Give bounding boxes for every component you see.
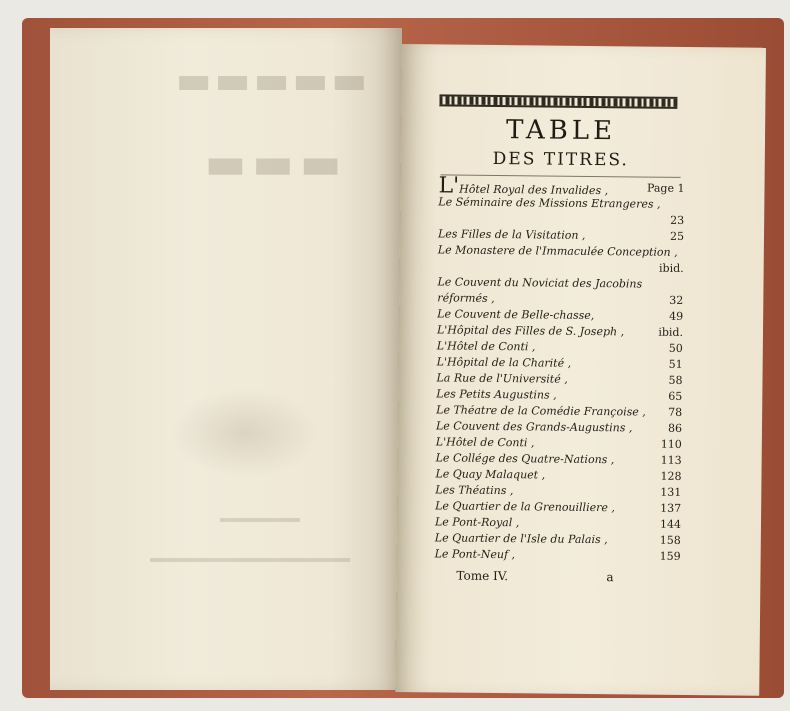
toc-entry-page: 32 — [669, 293, 684, 307]
toc-entry-title: Le Couvent du Noviciat des Jacobins — [437, 275, 643, 291]
toc-entry-title: L'Hôtel de Conti , — [435, 435, 535, 450]
toc-entry-page: 128 — [660, 469, 682, 483]
toc-entry-page: Page 1 — [646, 181, 685, 195]
show-through-ghost-print — [50, 28, 402, 690]
toc-entry-page: 50 — [668, 341, 683, 355]
toc-entry-title: L'Hôpital des Filles de S. Joseph , — [436, 323, 625, 339]
toc-entry-page: 65 — [668, 389, 683, 403]
page-title: TABLE — [505, 115, 617, 147]
toc-entry-page: 25 — [669, 229, 685, 243]
ghost-title-mark: ▬▬▬▬▬ — [172, 58, 368, 102]
toc-entry — [435, 546, 681, 565]
toc-entry-title: Le Quartier de l'Isle du Palais , — [434, 531, 608, 547]
toc-entry-title: réformés , — [437, 291, 495, 305]
toc-entry-title: Le Monastere de l'Immaculée Conception , — [437, 243, 678, 259]
table-of-contents — [434, 173, 685, 565]
toc-entry-page: 51 — [668, 357, 683, 371]
toc-entry-title: Le Quay Malaquet , — [435, 467, 546, 482]
toc-entry-title: Les Filles de la Visitation , — [437, 227, 586, 242]
toc-entry-page: 113 — [660, 453, 682, 467]
toc-entry-title: Le Théatre de la Comédie Françoise , — [436, 403, 646, 419]
toc-entry-title: Le Séminaire des Missions Etrangeres , — [438, 195, 661, 211]
ghost-paris-mark: ▬▬▬ — [198, 138, 342, 189]
toc-entry-page: 159 — [659, 549, 681, 563]
toc-entry-page: 110 — [660, 437, 682, 451]
signature-mark: a — [606, 570, 614, 585]
toc-entry-title: Le Quartier de la Grenouilliere , — [435, 499, 615, 515]
toc-entry-title: L'Hôtel Royal des Invalides , — [438, 173, 609, 199]
page-subtitle: DES TITRES. — [492, 148, 629, 171]
toc-entry-title: Le Pont-Neuf , — [434, 547, 516, 562]
toc-entry-title: L'Hôtel de Conti , — [436, 339, 536, 354]
ghost-rule — [220, 518, 300, 522]
toc-entry-page: 137 — [660, 501, 682, 515]
toc-entry-title: L'Hôpital de la Charité , — [436, 355, 572, 370]
toc-entry-page: 49 — [669, 309, 684, 323]
toc-entry-page: 131 — [660, 485, 682, 499]
toc-entry-page: 158 — [659, 533, 681, 547]
volume-label: Tome IV. — [456, 568, 509, 584]
toc-entry-page: 78 — [668, 405, 683, 419]
ghost-seal-mark — [170, 388, 320, 478]
toc-entry-page: ibid. — [658, 325, 684, 339]
right-page — [395, 44, 766, 696]
toc-entry-title: Le Collége des Quatre-Nations , — [435, 451, 615, 467]
ornamental-headband — [439, 94, 677, 108]
toc-entry-title: Les Théatins , — [435, 483, 514, 498]
ghost-rule — [150, 558, 350, 562]
toc-entry-title: La Rue de l'Université , — [436, 371, 568, 386]
toc-entry-title: Le Pont-Royal , — [434, 515, 520, 530]
toc-entry-title: Le Couvent des Grands-Augustins , — [435, 419, 633, 435]
toc-entry-title: Les Petits Augustins , — [436, 387, 557, 402]
toc-entry-page: 86 — [667, 421, 683, 435]
page-footer — [456, 569, 686, 587]
toc-entry-page: 58 — [668, 373, 683, 387]
title-rule — [441, 174, 681, 178]
toc-entry-title: Le Couvent de Belle-chasse, — [437, 307, 595, 323]
toc-entry-page: ibid. — [658, 261, 684, 275]
left-page — [50, 28, 402, 690]
toc-entry-page: 23 — [670, 213, 685, 227]
toc-entry-page: 144 — [659, 517, 682, 531]
